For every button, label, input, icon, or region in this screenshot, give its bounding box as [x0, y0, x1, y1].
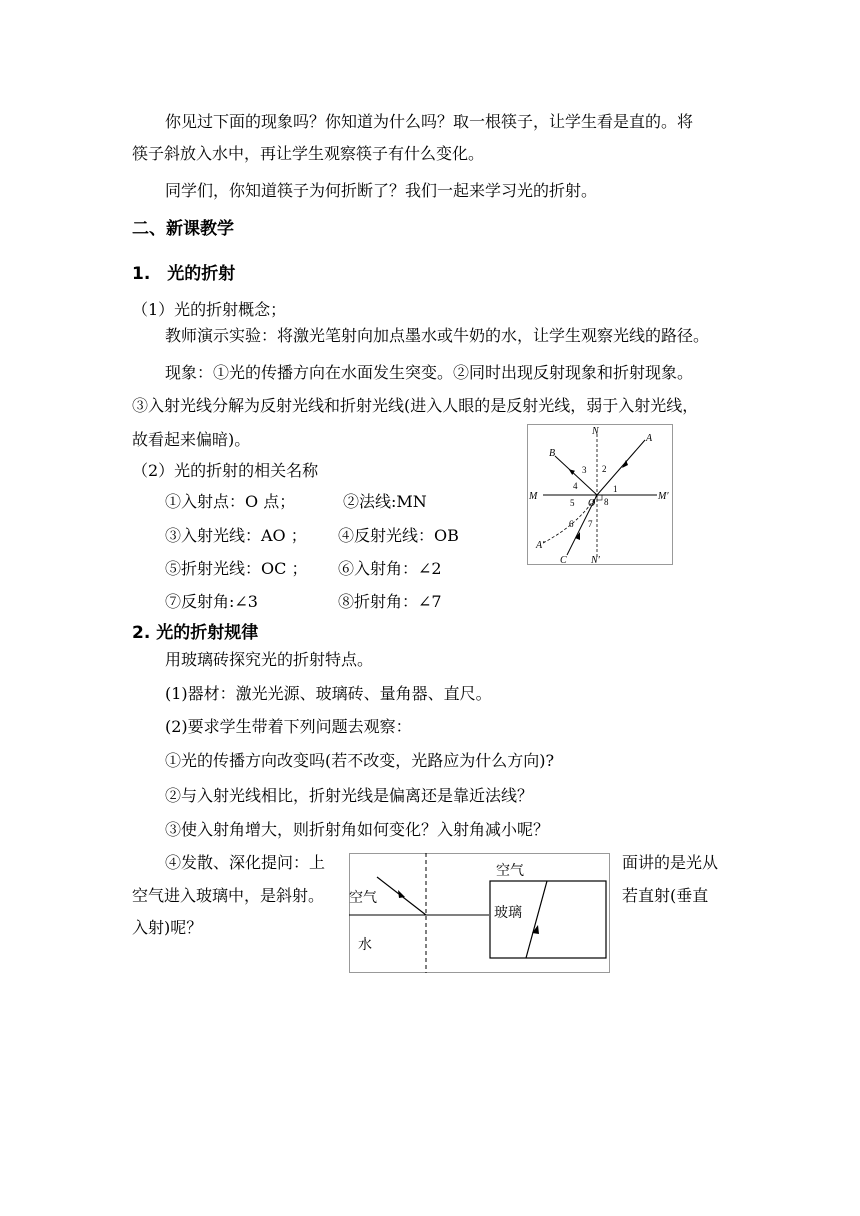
angle-8: 8: [604, 497, 609, 507]
angle-4: 4: [573, 481, 578, 491]
angle-7: 7: [588, 519, 593, 529]
sub2-para-1: 用玻璃砖探究光的折射特点。: [165, 650, 374, 669]
subsection-2-heading: 2. 光的折射规律: [132, 623, 259, 643]
question-4-part-c: 空气进入玻璃中，是斜射。: [132, 886, 325, 905]
intro-line-1: 你见过下面的现象吗？你知道为什么吗？取一根筷子，让学生看是直的。将: [165, 112, 694, 131]
label-M-prime: M′: [658, 491, 669, 502]
label-glass: 玻璃: [494, 906, 522, 921]
label-A-prime: A′: [536, 540, 545, 551]
phenomenon-line-2: ③入射光线分解为反射光线和折射光线(进入人眼的是反射光线，弱于入射光线，: [132, 396, 699, 415]
label-B: B: [549, 448, 556, 459]
section-heading: 二、新课教学: [132, 219, 234, 239]
refraction-diagram: [527, 424, 673, 565]
item-2-label: （2）光的折射的相关名称: [132, 461, 319, 480]
label-air-right: 空气: [496, 864, 524, 879]
question-4-part-d: 若直射(垂直: [622, 886, 709, 905]
label-N-prime: N′: [591, 555, 600, 565]
label-A: A: [646, 433, 653, 444]
intro-line-2: 筷子斜放入水中，再让学生观察筷子有什么变化。: [132, 144, 485, 163]
demo-text: 教师演示实验：将激光笔射向加点墨水或牛奶的水，让学生观察光线的路径。: [165, 326, 710, 345]
angle-3: 3: [582, 465, 587, 475]
term-reflected-ray: ④反射光线：OB: [338, 526, 459, 545]
angle-5: 5: [570, 498, 575, 508]
question-4-part-e: 入射)呢？: [132, 918, 203, 937]
term-incident-point: ①入射点：O 点；: [165, 492, 296, 511]
label-N: N: [592, 426, 599, 437]
angle-2: 2: [602, 464, 607, 474]
sub2-para-3: (2)要求学生带着下列问题去观察：: [165, 717, 412, 736]
label-M: M: [529, 491, 538, 502]
label-air-left: 空气: [349, 891, 377, 906]
term-normal: ②法线:MN: [343, 492, 427, 511]
phenomenon-line-1: 现象：①光的传播方向在水面发生突变。②同时出现反射现象和折射现象。: [165, 363, 694, 382]
question-2: ②与入射光线相比，折射光线是偏离还是靠近法线？: [165, 786, 534, 805]
label-water: 水: [358, 938, 372, 953]
phenomenon-line-3: 故看起来偏暗)。: [132, 430, 251, 449]
label-O: O: [588, 498, 596, 509]
question-3: ③使入射角增大，则折射角如何变化？入射角减小呢？: [165, 820, 550, 839]
term-refraction-angle: ⑧折射角：∠7: [338, 592, 442, 611]
term-incident-ray: ③入射光线：AO ；: [165, 526, 307, 545]
term-incident-angle: ⑥入射角：∠2: [338, 559, 442, 578]
angle-1: 1: [613, 484, 618, 494]
term-refracted-ray: ⑤折射光线：OC ；: [165, 559, 308, 578]
term-reflection-angle: ⑦反射角:∠3: [165, 592, 258, 611]
sub2-para-2: (1)器材：激光光源、玻璃砖、量角器、直尺。: [165, 684, 492, 703]
intro-line-3: 同学们，你知道筷子为何折断了？我们一起来学习光的折射。: [165, 181, 598, 200]
label-C: C: [560, 555, 567, 565]
question-1: ①光的传播方向改变吗(若不改变，光路应为什么方向)?: [165, 751, 555, 770]
question-4-part-b: 面讲的是光从: [622, 853, 719, 872]
item-1-label: （1）光的折射概念；: [132, 300, 287, 319]
angle-6: 6: [569, 519, 574, 529]
question-4-part-a: ④发散、深化提问：上: [165, 853, 326, 872]
glass-water-diagram: [349, 853, 610, 973]
subsection-1-heading: 1. 光的折射: [132, 264, 236, 284]
